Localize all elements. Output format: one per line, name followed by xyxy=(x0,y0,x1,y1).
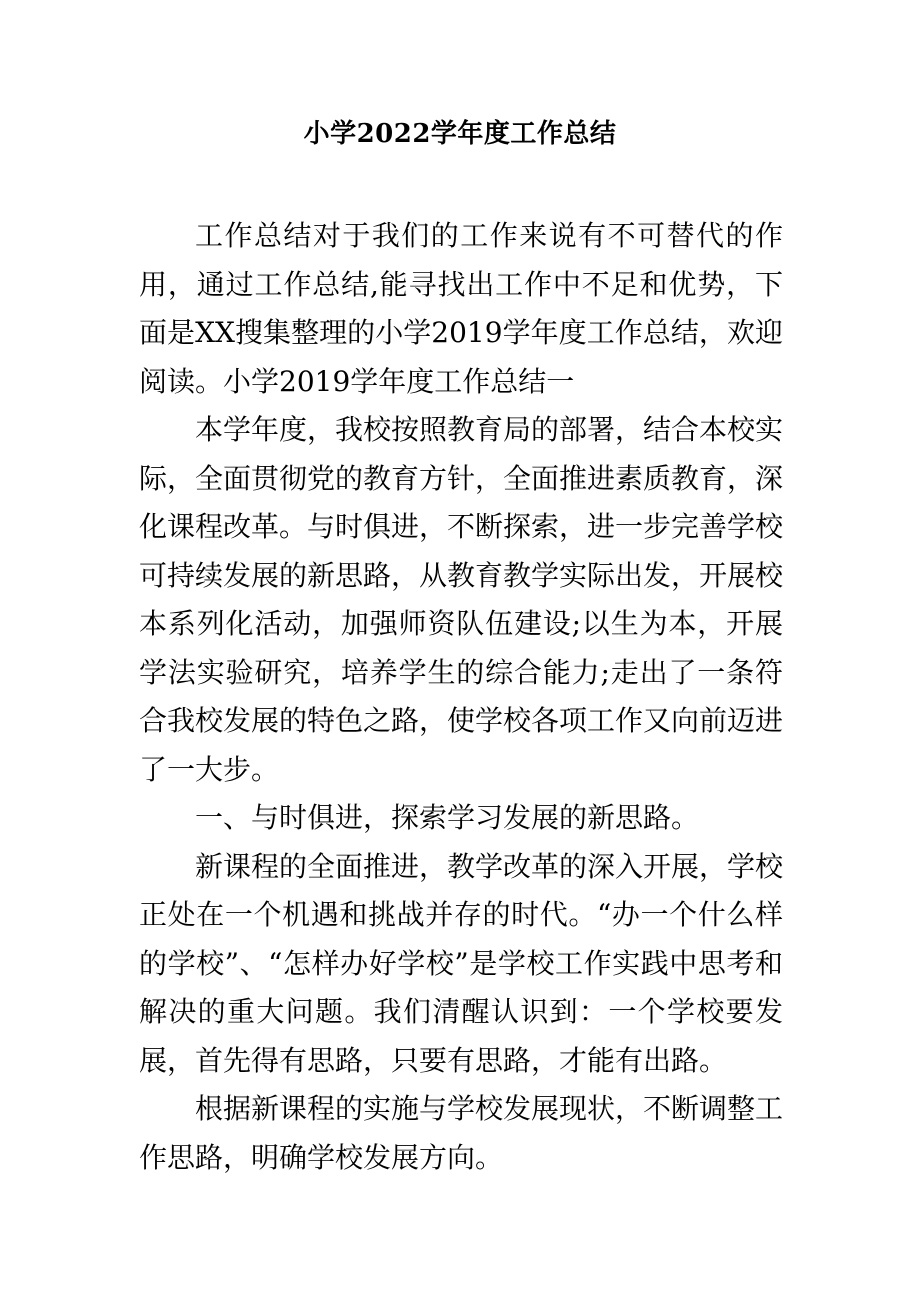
paragraph-new-curriculum: 新课程的全面推进，教学改革的深入开展，学校正处在一个机遇和挑战并存的时代。“办一个什么样的学校”、“怎样办好学校”是学校工作实践中思考和解决的重大问题。我们清醒认识到：一个学校要发展，首先得有思路，只要有思路，才能有出路。 xyxy=(139,849,784,1077)
document-body xyxy=(139,212,783,1182)
paragraph-intro: 工作总结对于我们的工作来说有不可替代的作用，通过工作总结,能寻找出工作中不足和优势，下面是XX搜集整理的小学2019学年度工作总结，欢迎阅读。小学2019学年度工作总结一 xyxy=(139,219,783,398)
section-heading-1: 一、与时俱进，探索学习发展的新思路。 xyxy=(195,801,700,834)
paragraph-overview: 本学年度，我校按照教育局的部署，结合本校实际，全面贯彻党的教育方针，全面推进素质教育，深化课程改革。与时俱进，不断探索，进一步完善学校可持续发展的新思路，从教育教学实际出发，开展校本系列化活动，加强师资队伍建设;以生为本，开展学法实验研究，培养学生的综合能力;走出了一条符合我校发展的特色之路，使学校各项工作又向前迈进了一大步。 xyxy=(139,413,784,786)
document-title: 小学2022学年度工作总结 xyxy=(303,119,617,149)
paragraph-adjust-thinking: 根据新课程的实施与学校发展现状，不断调整工作思路，明确学校发展方向。 xyxy=(139,1092,784,1174)
